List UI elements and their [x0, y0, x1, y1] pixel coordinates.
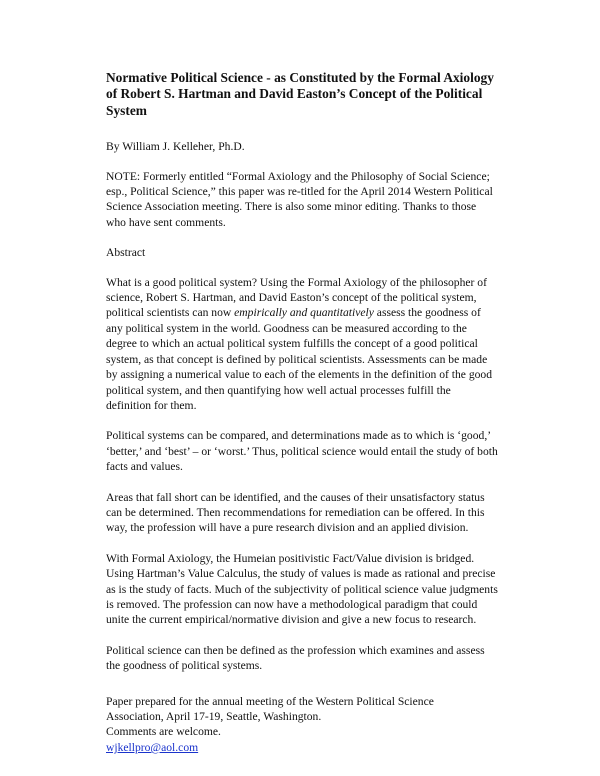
document-content — [106, 70, 498, 755]
abstract-heading: Abstract — [106, 246, 146, 260]
paper-footer — [106, 694, 498, 756]
paper-title: Normative Political Science - as Constituted by the Formal Axiology of Robert S. Hartman and David Easton’s Concept of the Political System — [106, 70, 494, 118]
email-link[interactable]: wjkellpro@aol.com — [106, 740, 199, 754]
footer-line-1: Paper prepared for the annual meeting of the Western Political Science — [106, 694, 434, 708]
abstract-p1-text-end: assess the goodness of any political system in the world. Goodness can be measured according to the degree to which an actual political system fulfills the concept of a good political system, as that concept is defined by political scientists. Assessments can be made by assigning a numerical value to each of the elements in the definition of the good political system, and then quantifying how well actual processes fulfill the definition for them. — [106, 306, 493, 412]
abstract-paragraph-5: Political science can then be defined as the profession which examines and assess the goodness of political systems. — [106, 643, 485, 673]
abstract-paragraph-4: With Formal Axiology, the Humeian positivistic Fact/Value division is bridged. Using Hartman’s Value Calculus, the study of values is made as rational and precise as is the study of facts. Much of the subjectivity of political science value judgments is removed. The profession can now have a methodological paradigm that could unite the current empirical/normative division and give a new focus to research. — [106, 551, 498, 627]
footer-line-3: Comments are welcome. — [106, 725, 221, 739]
abstract-paragraph-1 — [106, 275, 498, 414]
note-paragraph: NOTE: Formerly entitled “Formal Axiology and the Philosophy of Social Science; esp., Political Science,” this paper was re-titled for the April 2014 Western Political Science Association meeting. There is also some minor editing. Thanks to those who have sent comments. — [106, 169, 493, 229]
footer-line-2: Association, April 17-19, Seattle, Washington. — [106, 710, 322, 723]
footer-email-line — [106, 740, 498, 755]
author-byline: By William J. Kelleher, Ph.D. — [106, 140, 245, 154]
abstract-p1-emphasis: empirically and quantitatively — [234, 306, 374, 320]
abstract-paragraph-3: Areas that fall short can be identified, and the causes of their unsatisfactory status can be determined. Then recommendations for remediation can be offered. In this way, the profession will have a pure research division and an applied division. — [106, 490, 485, 535]
abstract-p1-text-start: What is a good political system? Using the Formal Axiology of the philosopher of science, Robert S. Hartman, and David Easton’s concept of the political system, political scientists can now — [106, 275, 487, 320]
abstract-paragraph-2: Political systems can be compared, and determinations made as to which is ‘good,’ ‘better,’ and ‘best’ – or ‘worst.’ Thus, political science would entail the study of both facts and values. — [106, 429, 498, 474]
